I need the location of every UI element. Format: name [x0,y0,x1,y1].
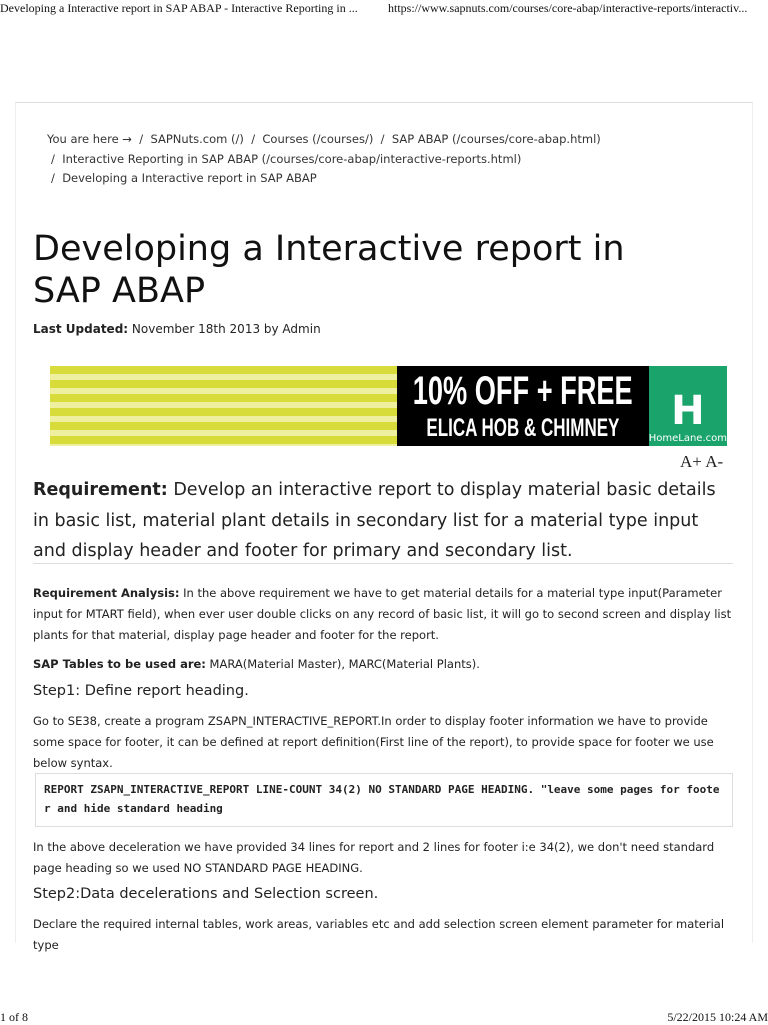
code-explanation: In the above deceleration we have provided 34 lines for report and 2 lines for footer i:e 34(2), we don't need standard page heading so we used NO STANDARD PAGE HEADING. [33,840,715,875]
breadcrumb [47,132,601,146]
page-title: Developing a Interactive report in SAP ABAP [33,229,625,311]
breadcrumb-line-3 [51,171,317,185]
requirement-label: Requirement: [33,480,168,500]
breadcrumb-separator: / [139,132,144,146]
breadcrumb-home[interactable]: SAPNuts.com (/) [150,132,244,146]
font-decrease-button[interactable]: A- [705,452,724,471]
step1-heading: Step1: Define report heading. [33,683,249,699]
divider [33,563,733,564]
page-number: 1 of 8 [0,1010,28,1024]
last-updated [33,322,321,336]
print-url: https://www.sapnuts.com/courses/core-abap/interactive-reports/interactiv... [388,1,748,15]
updated-label: Last Updated: [33,322,129,336]
breadcrumb-separator: / [51,152,55,166]
breadcrumb-current: Developing a Interactive report in SAP ABAP [62,171,317,185]
breadcrumb-courses[interactable]: Courses (/courses/) [262,132,374,146]
analysis-text: In the above requirement we have to get material details for a material type input(Parameter input for MTART field), when ever user double clicks on any record of basic list, it will go to second screen and display list plants for that material, display page header and footer for the report. [33,586,732,642]
homelane-logo-icon: H [671,388,705,434]
ad-offer [397,366,649,446]
tables-text: MARA(Material Master), MARC(Material Plants). [205,657,480,671]
ad-line-2: ELICA HOB & CHIMNEY [426,414,620,442]
tables-label: SAP Tables to be used are: [33,657,206,671]
code-block: REPORT ZSAPN_INTERACTIVE_REPORT LINE-COUNT 34(2) NO STANDARD PAGE HEADING. "leave some pages for footer and hide standard heading [35,773,733,827]
step1-text: Go to SE38, create a program ZSAPN_INTERACTIVE_REPORT.In order to display footer information we have to provide some space for footer, it can be defined at report definition(First line of the report), to provide space for footer we use below syntax. [33,714,714,770]
ad-kitchen-image [50,366,397,446]
requirement-analysis [33,583,733,646]
step2-text: Declare the required internal tables, work areas, variables etc and add selection screen element parameter for material type [33,917,725,952]
print-title: Developing a Interactive report in SAP ABAP - Interactive Reporting in ... [0,1,358,15]
breadcrumb-interactive-reporting[interactable]: Interactive Reporting in SAP ABAP (/courses/core-abap/interactive-reports.html) [62,152,522,166]
analysis-label: Requirement Analysis: [33,586,180,600]
font-increase-button[interactable]: A+ [680,452,702,471]
ad-brand [649,366,727,446]
breadcrumb-prefix: You are here → [47,132,132,146]
breadcrumb-separator: / [380,132,385,146]
ad-banner[interactable] [50,366,727,446]
breadcrumb-line-2 [51,152,521,166]
sap-tables [33,654,733,675]
print-datetime: 5/22/2015 10:24 AM [667,1010,768,1024]
ad-line-1: 10% OFF + FREE [412,369,633,413]
step2-heading: Step2:Data decelerations and Selection screen. [33,886,379,902]
requirement-text: Develop an interactive report to display material basic details in basic list, material plant details in secondary list for a material type input and display header and footer for primary and secondary list. [33,480,716,561]
breadcrumb-separator: / [251,132,256,146]
breadcrumb-sap-abap[interactable]: SAP ABAP (/courses/core-abap.html) [391,132,601,146]
font-size-controls [680,452,723,472]
ad-brand-name: HomeLane.com [648,433,727,444]
updated-value: November 18th 2013 by Admin [128,322,321,336]
requirement [33,475,733,567]
breadcrumb-separator: / [51,171,55,185]
